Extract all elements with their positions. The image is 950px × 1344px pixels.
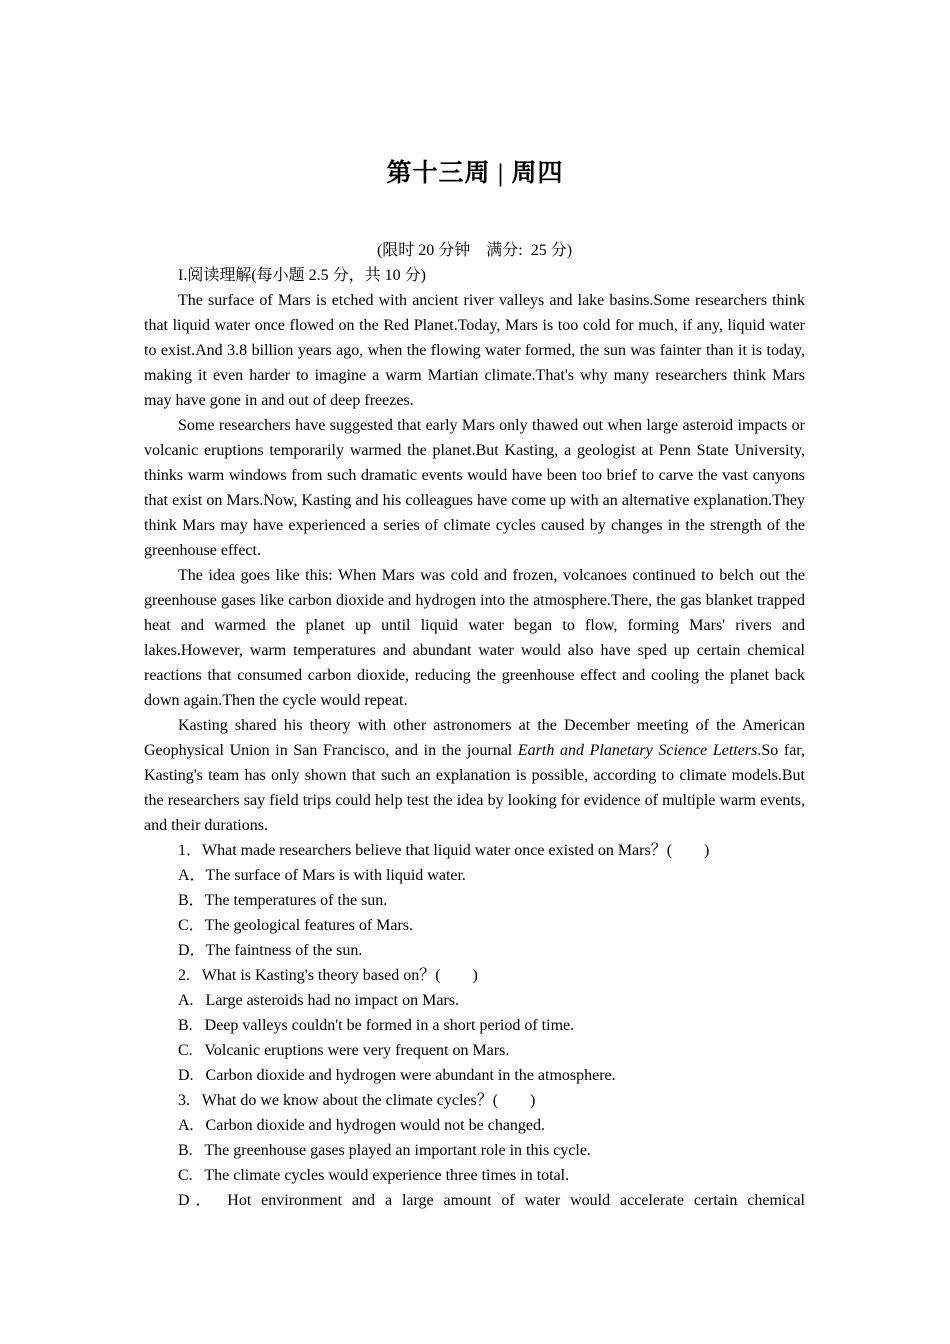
question-stem: 3. What do we know about the climate cycles？( ) <box>178 1092 536 1109</box>
option-b: B．The temperatures of the sun. <box>178 892 388 909</box>
journal-title: Earth and Planetary Science Letters <box>517 742 758 759</box>
option-a: A. Carbon dioxide and hydrogen would not be changed. <box>178 1117 546 1134</box>
option-d: D． Hot environment and a large amount of water would accelerate certain chemical <box>178 1192 805 1209</box>
section-heading: I.阅读理解(每小题 2.5 分，共 10 分) <box>178 267 426 284</box>
option-d: D．The faintness of the sun. <box>178 942 363 959</box>
option-a: A．The surface of Mars is with liquid water. <box>178 867 466 884</box>
document-body <box>144 238 805 1213</box>
question-stem: 2. What is Kasting's theory based on？( ) <box>178 967 478 984</box>
question-2 <box>144 963 805 1088</box>
paragraph-4-text-a: Kasting shared his theory with other astronomers at the December meeting of the American Geophysical Union in San Francisco, and in the journal <box>144 717 805 759</box>
option-c: C. The climate cycles would experience three times in total. <box>178 1167 570 1184</box>
option-b: B. The greenhouse gases played an important role in this cycle. <box>178 1142 591 1159</box>
paragraph-4-text-b: .So far, Kasting's team has only shown that such an explanation is possible, according to climate models.But the researchers say field trips could help test the idea by looking for evidence of multiple warm events, and their durations. <box>144 742 805 834</box>
page-title: 第十三周 | 周四 <box>386 160 564 187</box>
passage-paragraph-4 <box>144 713 805 838</box>
question-3 <box>144 1088 805 1213</box>
option-a: A. Large asteroids had no impact on Mars. <box>178 992 459 1009</box>
option-c: C. Volcanic eruptions were very frequent on Mars. <box>178 1042 510 1059</box>
question-1 <box>144 838 805 963</box>
passage-paragraph-1: The surface of Mars is etched with ancient river valleys and lake basins.Some researchers think that liquid water once flowed on the Red Planet.Today, Mars is too cold for much, if any, liquid water to exist.And 3.8 billion years ago, when the flowing water formed, the sun was fainter than it is today, making it even harder to imagine a warm Martian climate.That's why many researchers think Mars may have gone in and out of deep freezes. <box>144 292 805 409</box>
passage-paragraph-2: Some researchers have suggested that early Mars only thawed out when large asteroid impacts or volcanic eruptions temporarily warmed the planet.But Kasting, a geologist at Penn State University, thinks warm windows from such dramatic events would have been too brief to carve the vast canyons that exist on Mars.Now, Kasting and his colleagues have come up with an alternative explanation.They think Mars may have experienced a series of climate cycles caused by changes in the strength of the greenhouse effect. <box>144 417 805 559</box>
option-c: C．The geological features of Mars. <box>178 917 414 934</box>
passage-paragraph-3: The idea goes like this: When Mars was cold and frozen, volcanoes continued to belch out the greenhouse gases like carbon dioxide and hydrogen into the atmosphere.There, the gas blanket trapped heat and warmed the planet up until liquid water began to flow, forming Mars' rivers and lakes.However, warm temperatures and abundant water would also have sped up certain chemical reactions that consumed carbon dioxide, reducing the greenhouse effect and cooling the planet back down again.Then the cycle would repeat. <box>144 567 805 709</box>
time-limit-note: (限时 20 分钟 满分: 25 分) <box>376 242 573 259</box>
option-d: D. Carbon dioxide and hydrogen were abundant in the atmosphere. <box>178 1067 616 1084</box>
option-b: B. Deep valleys couldn't be formed in a short period of time. <box>178 1017 575 1034</box>
question-stem: 1．What made researchers believe that liquid water once existed on Mars？( ) <box>178 842 710 859</box>
